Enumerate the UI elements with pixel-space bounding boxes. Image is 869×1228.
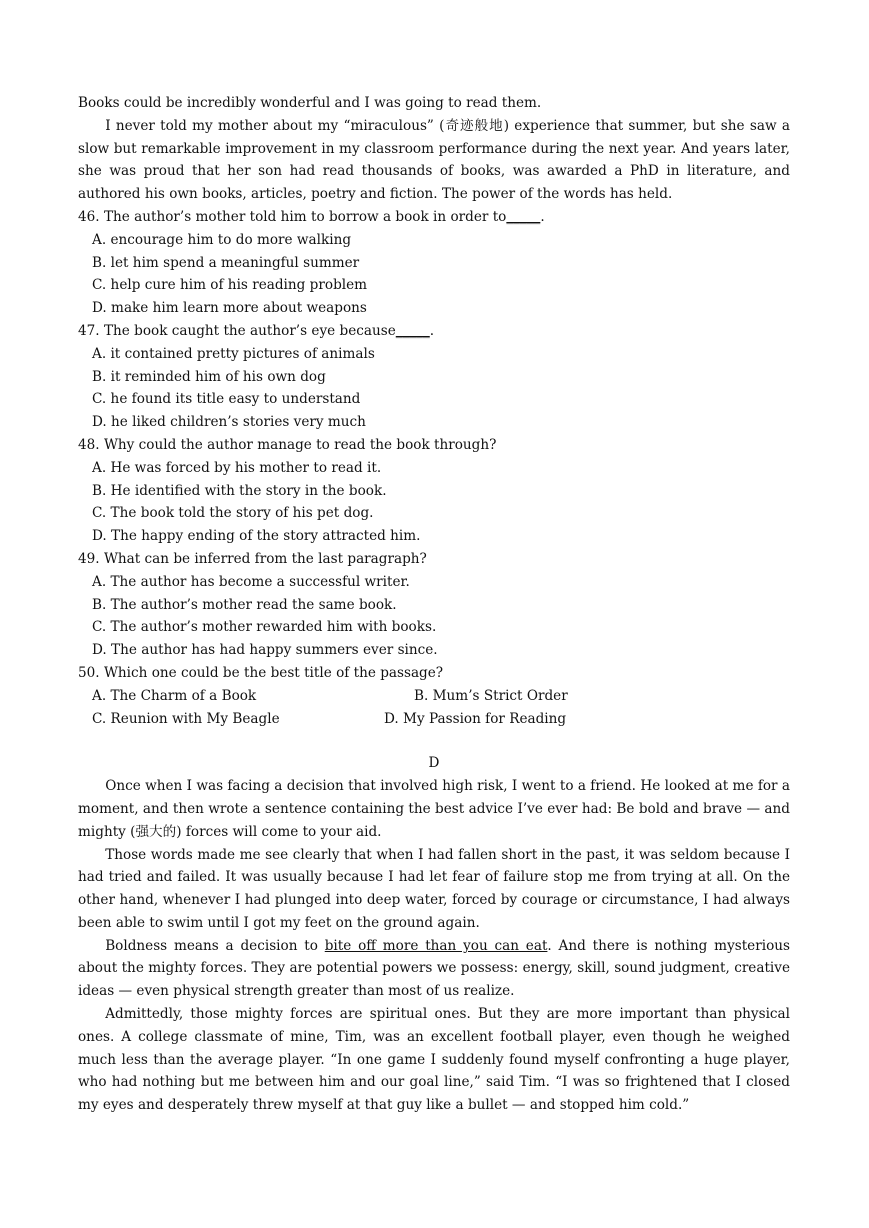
options-row-cd bbox=[78, 708, 790, 731]
option-b: B. He identified with the story in the book. bbox=[92, 482, 387, 499]
document-page bbox=[78, 92, 790, 1117]
option-a: A. encourage him to do more walking bbox=[92, 231, 352, 248]
option-b: B. let him spend a meaningful summer bbox=[92, 254, 360, 271]
section-title: D bbox=[428, 755, 440, 772]
option-c: C. he found its title easy to understand bbox=[92, 391, 361, 408]
question-47 bbox=[78, 320, 790, 434]
answer-blank: _____ bbox=[506, 208, 541, 225]
question-stem: 49. What can be inferred from the last paragraph? bbox=[78, 550, 427, 567]
option-d: D. he liked children’s stories very much bbox=[92, 414, 366, 431]
passage-c-final-paragraph: I never told my mother about my “miraculous” (奇迹般地) experience that summer, but she saw a slow but remarkable improvement in my classroom performance during the next year. And years later, she was proud that her son had read thousands of books, was awarded a PhD in literature, and authored his own books, articles, poetry and fiction. The power of the words has held. bbox=[78, 117, 790, 203]
option-d: D. My Passion for Reading bbox=[384, 710, 567, 727]
option-d: D. make him learn more about weapons bbox=[92, 300, 367, 317]
passage-d-paragraph-2: Those words made me see clearly that when I had fallen short in the past, it was seldom because I had tried and failed. It was usually because I had let fear of failure stop me from trying at all. On the other hand, whenever I had plunged into deep water, forced by courage or circumstance, I had always been able to swim until I got my feet on the ground again. bbox=[78, 846, 790, 931]
question-stem: 50. Which one could be the best title of the passage? bbox=[78, 664, 444, 681]
options-row-ab bbox=[78, 685, 790, 708]
option-b: B. it reminded him of his own dog bbox=[92, 368, 326, 385]
option-b: B. The author’s mother read the same book. bbox=[92, 596, 397, 613]
answer-blank: _____ bbox=[395, 322, 430, 339]
passage-c-closing-line: Books could be incredibly wonderful and I was going to read them. bbox=[78, 95, 542, 111]
passage-d-paragraph-1: Once when I was facing a decision that involved high risk, I went to a friend. He looked at me for a moment, and then wrote a sentence containing the best advice I’ve ever had: Be bold and brave — and mighty (强大的) forces will come to your aid. bbox=[78, 778, 790, 840]
option-a: A. The Charm of a Book bbox=[92, 687, 257, 704]
question-46 bbox=[78, 206, 790, 320]
option-d: D. The author has had happy summers ever since. bbox=[92, 642, 438, 659]
question-48 bbox=[78, 434, 790, 548]
passage-d-paragraph-4: Admittedly, those mighty forces are spiritual ones. But they are more important than physical ones. A college classmate of mine, Tim, was an excellent football player, even though he weighed much less than the average player. “In one game I suddenly found myself confronting a huge player, who had nothing but me between him and our goal line,” said Tim. “I was so frightened that I closed my eyes and desperately threw myself at that guy like a bullet — and stopped him cold.” bbox=[78, 1006, 790, 1114]
option-a: A. He was forced by his mother to read it. bbox=[92, 459, 382, 476]
option-c: C. The book told the story of his pet dog. bbox=[92, 505, 374, 522]
question-49 bbox=[78, 548, 790, 662]
option-a: A. it contained pretty pictures of animals bbox=[92, 345, 375, 362]
option-c: C. help cure him of his reading problem bbox=[92, 277, 368, 294]
question-stem: 48. Why could the author manage to read the book through? bbox=[78, 436, 497, 453]
underlined-phrase: bite off more than you can eat bbox=[324, 937, 548, 954]
option-a: A. The author has become a successful writer. bbox=[92, 573, 410, 590]
question-stem: 47. The book caught the author’s eye because_____. bbox=[78, 322, 435, 339]
option-c: C. The author’s mother rewarded him with books. bbox=[92, 619, 437, 636]
passage-d-paragraph-3: Boldness means a decision to bite off more than you can eat. And there is nothing mysterious about the mighty forces. They are potential powers we possess: energy, skill, sound judgment, creative ideas — even physical strength greater than most of us realize. bbox=[78, 937, 790, 1000]
option-b: B. Mum’s Strict Order bbox=[414, 687, 568, 704]
question-50 bbox=[78, 662, 790, 730]
option-d: D. The happy ending of the story attracted him. bbox=[92, 528, 421, 545]
question-stem: 46. The author’s mother told him to borrow a book in order to_____. bbox=[78, 208, 545, 225]
option-c: C. Reunion with My Beagle bbox=[92, 710, 280, 727]
